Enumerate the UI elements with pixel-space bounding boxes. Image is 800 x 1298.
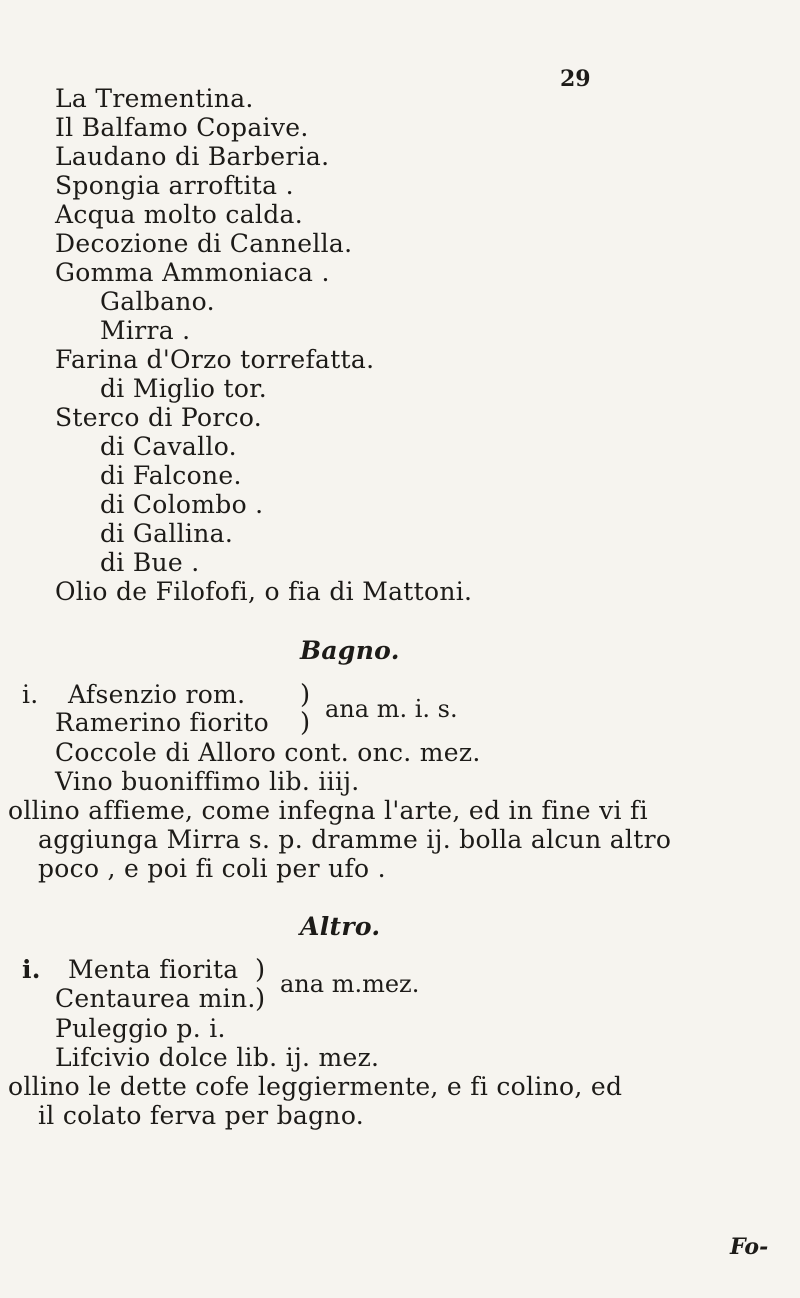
section-heading-bagno: Bagno. [300, 636, 400, 665]
section-heading-altro: Altro. [300, 912, 381, 941]
brace-mark: ) [255, 955, 266, 985]
ingredient-line: Afsenzio rom. [68, 680, 246, 709]
list-item: Mirra . [100, 316, 191, 345]
recipe-line: il colato ferva per bagno. [38, 1101, 364, 1130]
recipe-line: poco , e poi fi coli per ufo . [38, 854, 386, 883]
list-item: Decozione di Cannella. [55, 229, 353, 258]
ingredient-line: Centaurea min. [55, 984, 256, 1013]
list-item: Gomma Ammoniaca . [55, 258, 330, 287]
list-item: di Cavallo. [100, 432, 237, 461]
recipe-line: ollino affieme, come infegna l'arte, ed in fine vi fi [8, 796, 648, 825]
list-item: Spongia arroftita . [55, 171, 294, 200]
list-item: di Gallina. [100, 519, 234, 548]
page-number: 29 [560, 66, 591, 92]
recipe-line: Puleggio p. i. [55, 1014, 226, 1043]
list-item: di Bue . [100, 548, 200, 577]
dose-label: ana m. i. s. [325, 695, 458, 723]
brace-mark: ) [300, 708, 311, 738]
list-item: Galbano. [100, 287, 215, 316]
recipe-line: aggiunga Mirra s. p. dramme ij. bolla alcun altro [38, 825, 672, 854]
ingredient-line: Ramerino fiorito [55, 708, 269, 737]
list-item: Laudano di Barberia. [55, 142, 330, 171]
catchword: Fo- [730, 1234, 769, 1260]
list-item: Olio de Filofofi, o fia di Mattoni. [55, 577, 473, 606]
recipe-marker: i. [22, 955, 41, 984]
list-item: di Miglio tor. [100, 374, 267, 403]
list-item: La Trementina. [55, 84, 254, 113]
ingredient-line: Menta fiorita [68, 955, 239, 984]
list-item: di Falcone. [100, 461, 242, 490]
list-item: Acqua molto calda. [55, 200, 303, 229]
list-item: Farina d'Orzo torrefatta. [55, 345, 375, 374]
list-item: Sterco di Porco. [55, 403, 263, 432]
list-item: di Colombo . [100, 490, 264, 519]
recipe-line: ollino le dette cofe leggiermente, e fi colino, ed [8, 1072, 623, 1101]
brace-mark: ) [300, 680, 311, 710]
recipe-line: Vino buoniffimo lib. iiij. [55, 767, 360, 796]
recipe-line: Coccole di Alloro cont. onc. mez. [55, 738, 481, 767]
dose-label: ana m.mez. [280, 970, 420, 998]
recipe-line: Lifcivio dolce lib. ij. mez. [55, 1043, 380, 1072]
recipe-marker: i. [22, 680, 39, 709]
brace-mark: ) [255, 984, 266, 1014]
list-item: Il Balfamo Copaive. [55, 113, 309, 142]
